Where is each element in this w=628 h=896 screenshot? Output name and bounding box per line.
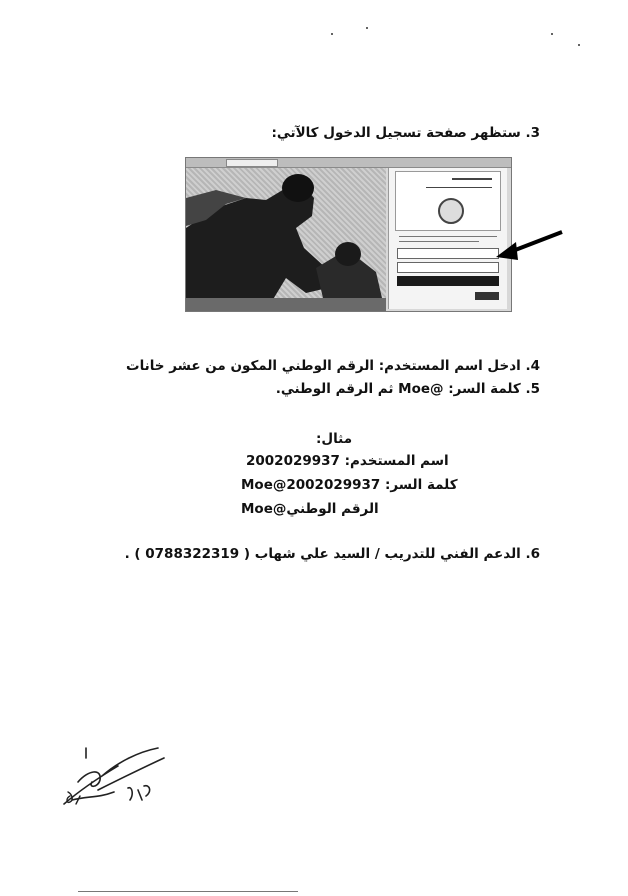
handwritten-signature xyxy=(58,742,168,812)
step-6-text: 6. الدعم الفني للتدريب / السيد علي شهاب ( 0788322319 ) . xyxy=(124,546,540,562)
scan-speck xyxy=(366,27,368,29)
login-page-screenshot xyxy=(185,157,512,312)
example-password-hint: الرقم الوطني@Moe xyxy=(241,501,379,517)
ministry-logo-box xyxy=(395,171,501,231)
example-password-value: Moe@2002029937 xyxy=(241,477,381,493)
arrow-pointing-icon xyxy=(496,228,566,262)
step-4-text: 4. ادخل اسم المستخدم: الرقم الوطني المكون من عشر خانات xyxy=(126,358,540,374)
logo-text-line xyxy=(426,187,492,188)
panel-text-line xyxy=(399,236,497,237)
panel-text-line xyxy=(399,241,479,242)
scan-speck xyxy=(578,44,580,46)
username-field xyxy=(397,248,499,259)
scan-speck xyxy=(331,33,333,35)
logo-text-line xyxy=(452,178,492,180)
step-3-text: 3. ستظهر صفحة تسجيل الدخول كالآتي: xyxy=(271,125,540,141)
example-username-label: اسم المستخدم: xyxy=(344,453,449,469)
example-password-label: كلمة السر: xyxy=(385,477,458,493)
step-5-text: 5. كلمة السر: @Moe ثم الرقم الوطني. xyxy=(275,381,540,397)
password-field xyxy=(397,262,499,273)
emblem-icon xyxy=(438,198,464,224)
example-password-line xyxy=(241,476,458,494)
teacher-student-photo xyxy=(186,168,386,311)
browser-tab xyxy=(226,159,278,167)
scan-speck xyxy=(551,33,553,35)
example-label: مثال: xyxy=(316,431,353,447)
example-username-value: 2002029937 xyxy=(246,453,340,469)
photo-silhouettes-icon xyxy=(186,168,386,311)
login-panel xyxy=(388,168,507,309)
bottom-edge-line xyxy=(78,891,298,892)
secondary-button xyxy=(475,292,499,300)
login-button xyxy=(397,276,499,286)
example-username-line xyxy=(246,452,449,470)
browser-toolbar xyxy=(186,158,511,168)
